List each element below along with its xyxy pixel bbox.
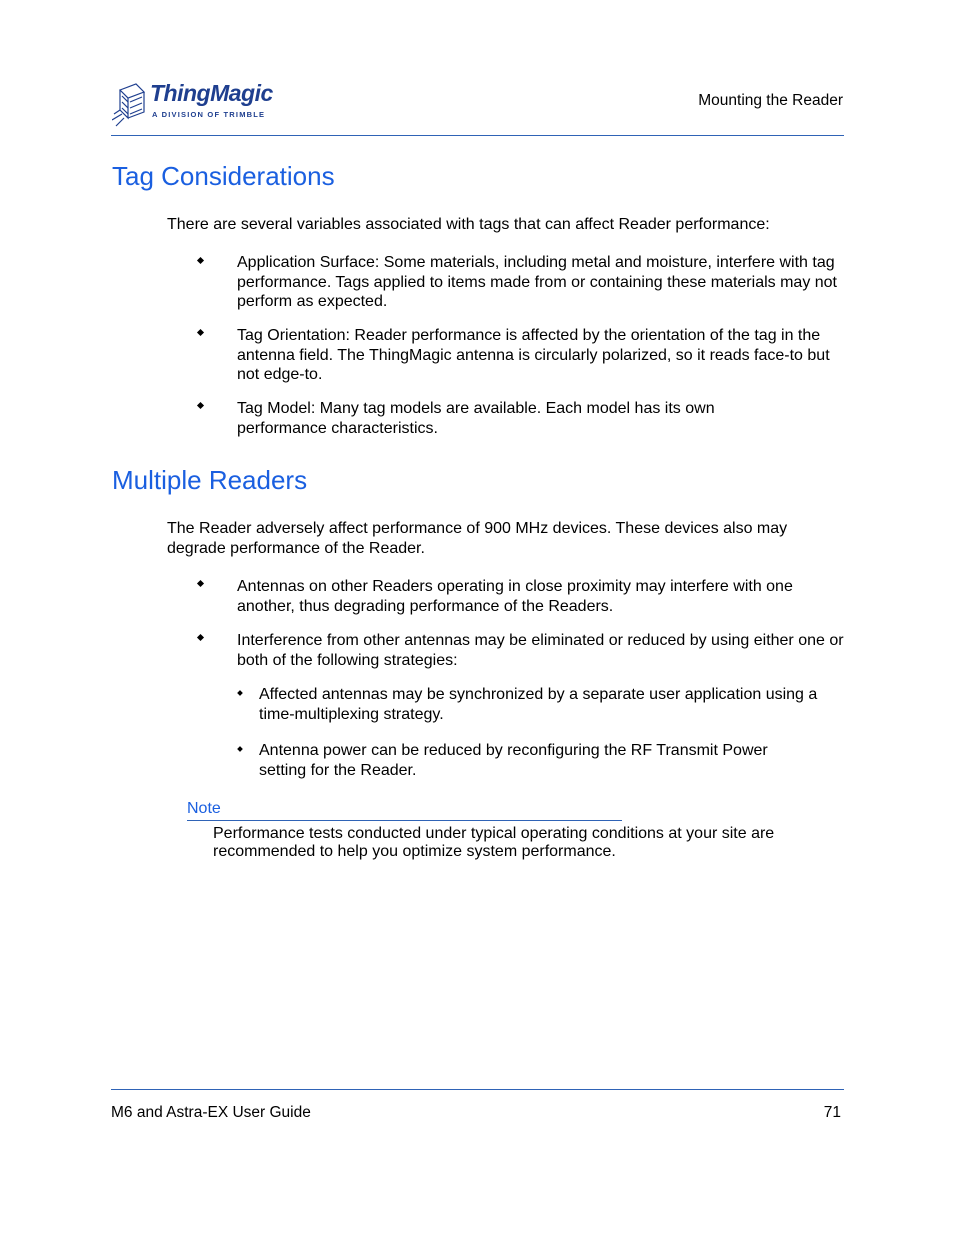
multiple-readers-heading: Multiple Readers: [112, 465, 308, 495]
note-label: Note: [187, 800, 221, 817]
header-divider: [111, 135, 844, 136]
note-divider: [187, 820, 622, 821]
header-section-title: Mounting the Reader: [698, 92, 843, 109]
bullet-interference: Interference from other antennas may be eliminated or reduced by using either one or both of the following strategies:: [237, 632, 844, 669]
logo-subtitle: A DIVISION OF TRIMBLE: [152, 110, 266, 119]
bullet-antennas-proximity: Antennas on other Readers operating in close proximity may interfere with one another, thus degrading performance of the Readers.: [237, 578, 793, 615]
tag-intro: There are several variables associated with tags that can affect Reader performance:: [167, 216, 770, 233]
sub-bullet-antenna-power: Antenna power can be reduced by reconfiguring the RF Transmit Power setting for the Reader.: [259, 742, 768, 779]
sub-bullet-synchronize: Affected antennas may be synchronized by a separate user application using a time-multiplexing strategy.: [259, 686, 818, 723]
note-text: Performance tests conducted under typical operating conditions at your site are recommended to help you optimize system performance.: [213, 825, 775, 860]
logo-mark-icon: [112, 80, 148, 128]
thingmagic-logo: [112, 78, 287, 130]
page-number: 71: [823, 1104, 841, 1121]
bullet-icon: [197, 257, 204, 264]
bullet-tag-model: Tag Model: Many tag models are available. Each model has its own performance characteristics.: [237, 400, 715, 437]
sub-bullet-icon: [237, 746, 243, 752]
footer-guide-title: M6 and Astra-EX User Guide: [111, 1104, 311, 1121]
bullet-icon: [197, 634, 204, 641]
readers-intro: The Reader adversely affect performance of 900 MHz devices. These devices also may degrade performance of the Reader.: [167, 520, 788, 557]
bullet-application-surface: Application Surface: Some materials, including metal and moisture, interfere with tag performance. Tags applied to items made from or containing these materials may not perform as expected.: [237, 254, 837, 310]
bullet-icon: [197, 402, 204, 409]
footer-divider: [111, 1089, 844, 1090]
bullet-icon: [197, 580, 204, 587]
sub-bullet-icon: [237, 690, 243, 696]
bullet-tag-orientation: Tag Orientation: Reader performance is affected by the orientation of the tag in the antenna field. The ThingMagic antenna is circularly polarized, so it reads face-to but not edge-to.: [237, 327, 830, 383]
tag-considerations-heading: Tag Considerations: [112, 161, 335, 191]
bullet-icon: [197, 329, 204, 336]
logo-name: ThingMagic: [150, 80, 273, 106]
